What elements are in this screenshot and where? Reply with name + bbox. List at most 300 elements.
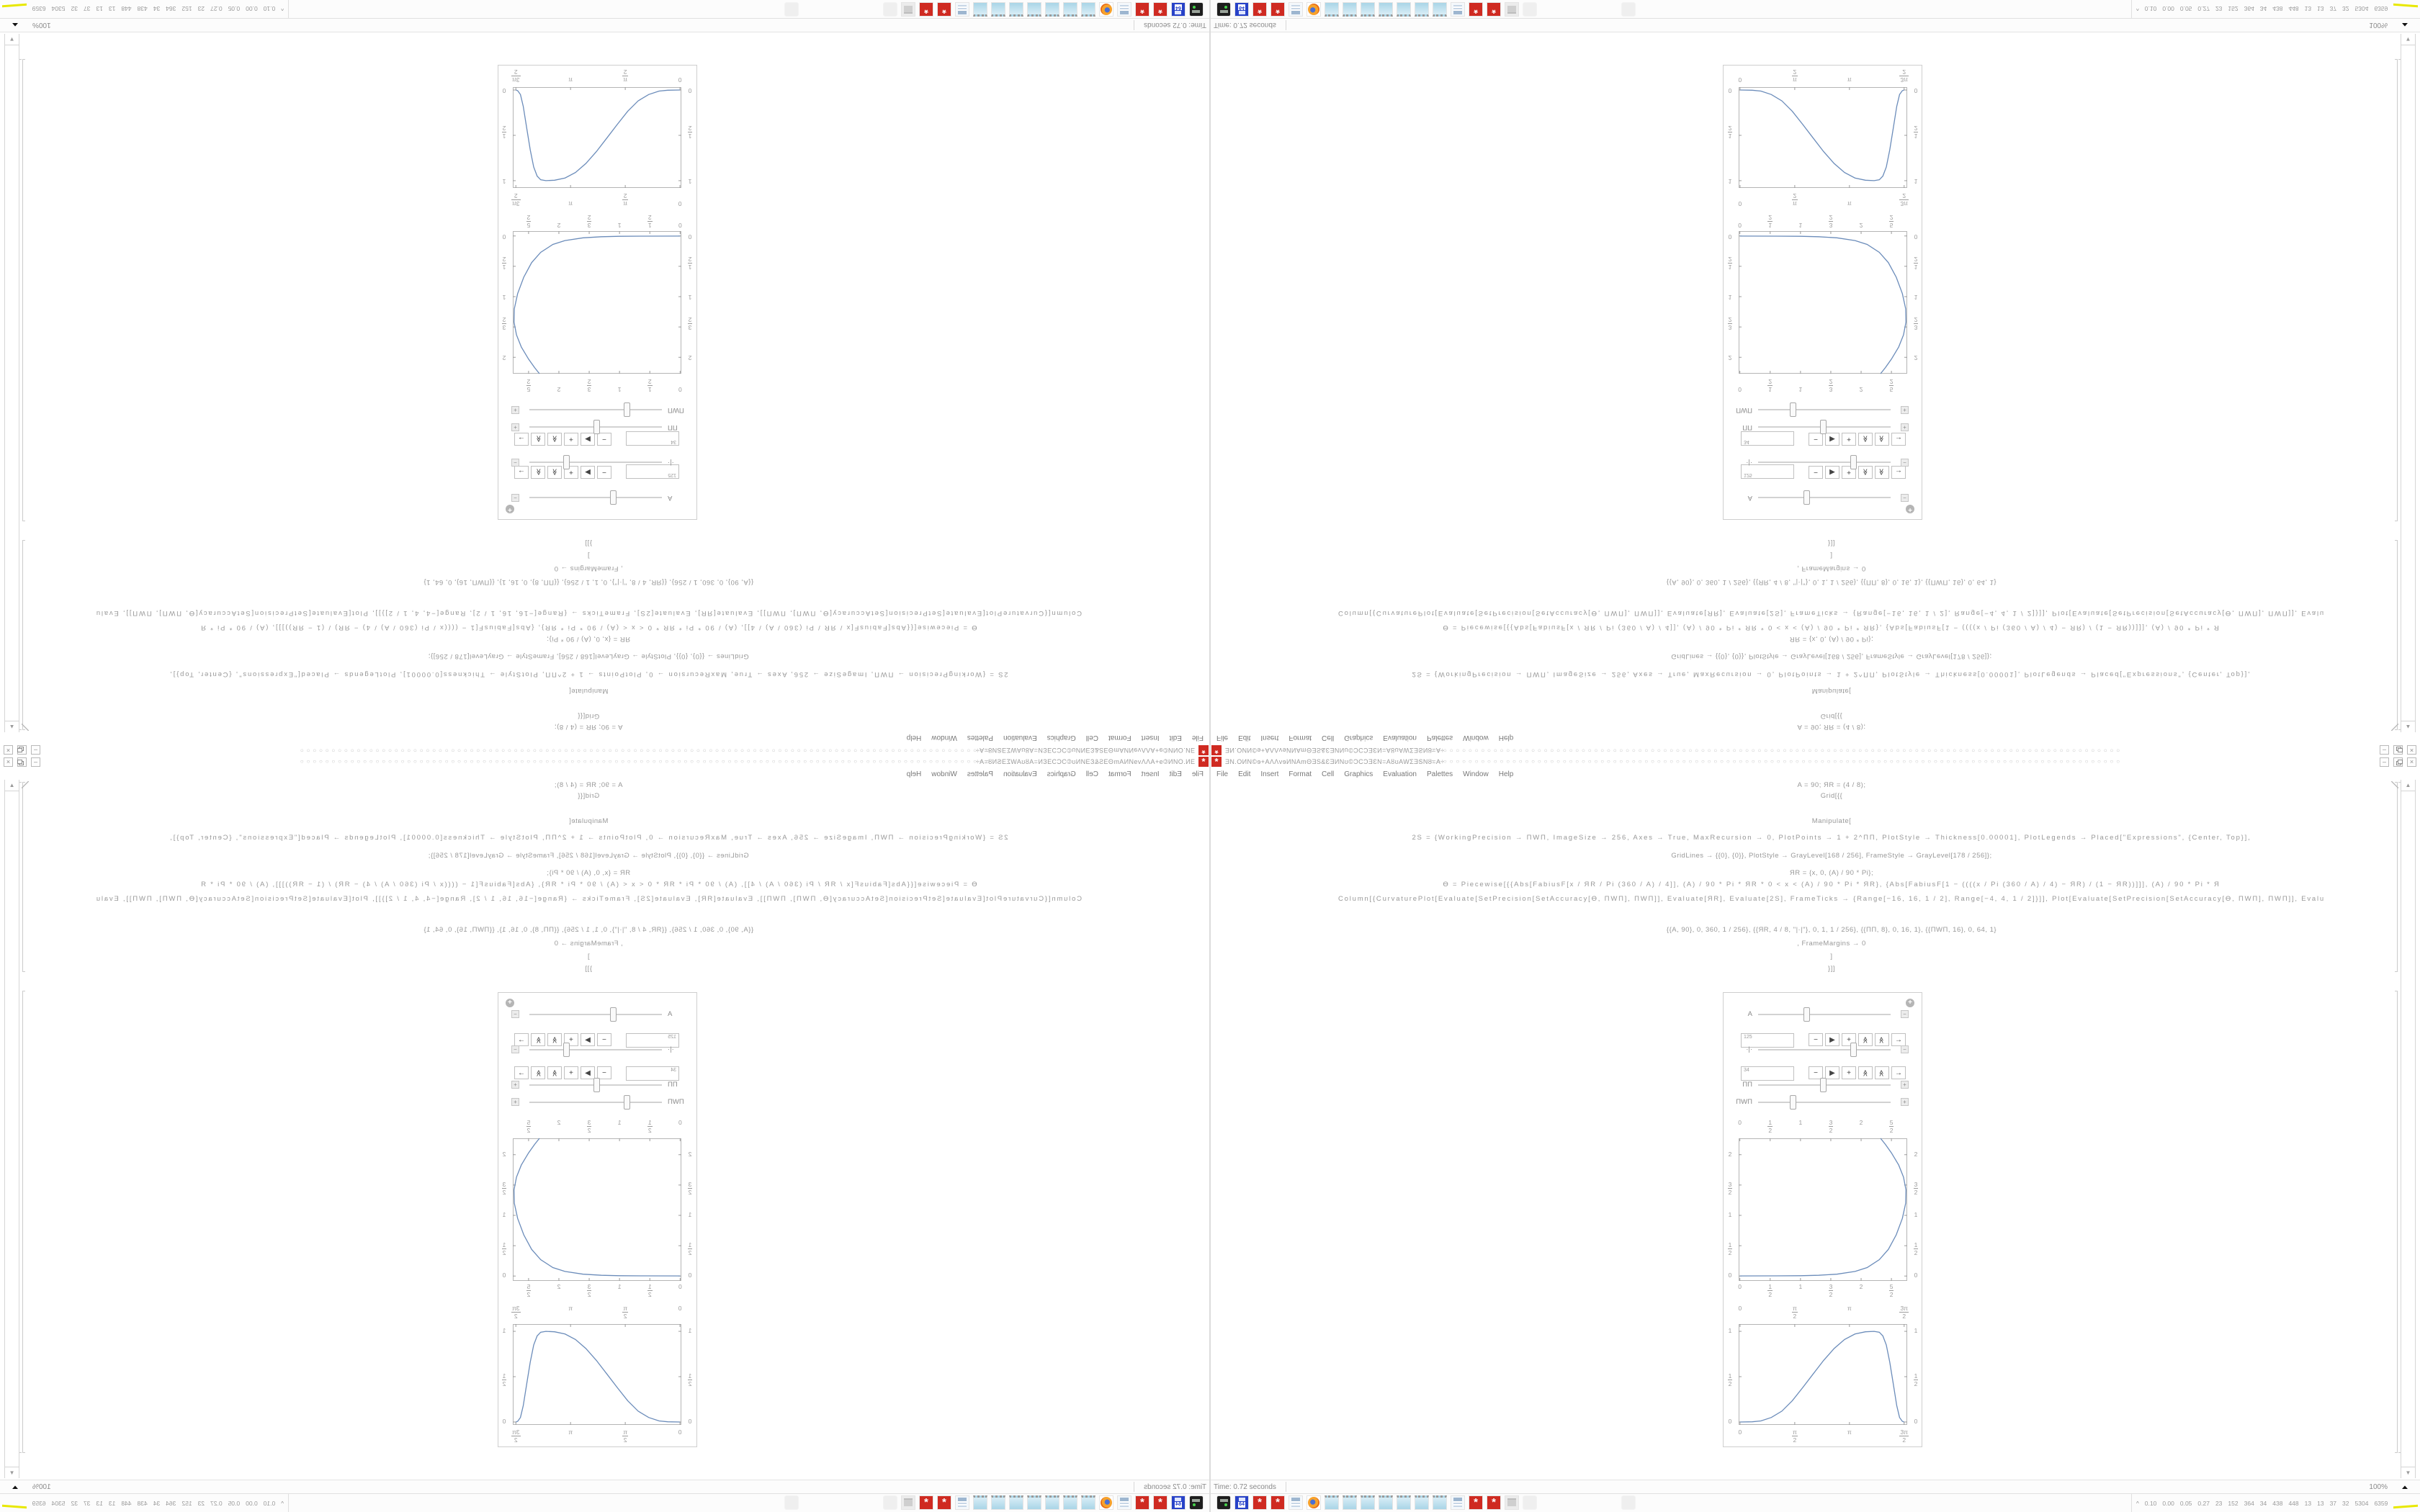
slower-button[interactable]: ≫ [531,1033,545,1046]
calculator-icon[interactable] [1289,1495,1303,1510]
faded-app-icon[interactable] [784,1495,799,1510]
screenshot-icon[interactable] [1189,1495,1204,1510]
decrement-button[interactable]: − [597,1066,611,1079]
notepad-icon[interactable] [1027,2,1041,17]
slider-thumb[interactable] [1803,1007,1810,1022]
faded-app-icon[interactable] [883,2,897,17]
direction-button[interactable]: → [514,466,529,479]
close-button[interactable]: × [4,745,13,755]
play-button[interactable]: ▶ [1825,1033,1839,1046]
value-field[interactable]: 34 [1741,431,1794,446]
code-line[interactable]: GridLines → {{0}, {0}}, PlotStyle → GrayLevel[168 / 256], FrameStyle → GrayLevel[178 / 256]}; [1671,852,1992,860]
notepad-icon[interactable] [973,1495,987,1510]
decrement-button[interactable]: − [1809,1066,1823,1079]
faded-app-icon[interactable] [1523,1495,1537,1510]
notepad-icon[interactable] [1397,1495,1411,1510]
faded-app-icon[interactable] [883,1495,897,1510]
zoom-level[interactable]: 100% [32,21,51,29]
firefox-icon[interactable] [1307,1495,1321,1510]
cell-bracket-output[interactable] [22,59,25,521]
slider-track[interactable] [529,1102,662,1103]
firefox-icon[interactable] [1099,2,1113,17]
slider-expander-button[interactable]: − [1901,494,1909,502]
slider-track[interactable] [1758,1014,1891,1015]
zoom-level[interactable]: 100% [32,1483,51,1491]
code-line[interactable]: {{A, 90}, 0, 360, 1 / 256}, {{ЯR, 4 / 8, "|·|"}, 0, 1, 1 / 256}, {{ΠΠ, 8}, 0, 16, 1}, {{ΠWΠ, 16}, 0, 64, 1} [423,926,754,934]
slider-track[interactable] [529,409,662,410]
floppy-disk-icon[interactable]: 64 [1234,1495,1249,1510]
slider-expander-button[interactable]: − [1901,1010,1909,1018]
vertical-scrollbar[interactable] [2401,34,2416,732]
menu-item-format[interactable]: Format [1289,734,1312,742]
faded-app-icon[interactable] [1621,1495,1636,1510]
slider-thumb[interactable] [563,1043,570,1057]
code-line[interactable]: , FrameMargins → 0 [554,564,623,572]
code-line[interactable]: ] [1830,552,1833,559]
restore-button[interactable] [2393,745,2403,755]
play-button[interactable]: ▶ [581,1066,595,1079]
gear-icon[interactable]: * [1153,1495,1168,1510]
minimize-button[interactable]: – [2380,745,2389,755]
code-line[interactable]: , FrameMargins → 0 [1797,940,1866,948]
slider-track[interactable] [1758,1049,1891,1050]
notepad-icon[interactable] [991,2,1005,17]
direction-button[interactable]: → [1891,1066,1906,1079]
gear-icon[interactable]: * [1252,2,1267,17]
manipulate-options-button[interactable]: + [506,505,514,513]
menu-item-window[interactable]: Window [1463,734,1489,742]
faster-button[interactable]: ≪ [1858,1066,1873,1079]
code-line[interactable]: ] [587,552,590,559]
notepad-icon[interactable] [1343,1495,1357,1510]
gear-icon[interactable]: * [1135,2,1150,17]
code-line[interactable]: Grid[{{ [577,712,600,720]
slider-thumb[interactable] [1850,455,1857,469]
slider-expander-button[interactable]: + [1901,423,1909,431]
menu-item-cell[interactable]: Cell [1322,770,1335,778]
restore-button[interactable] [2393,757,2403,767]
code-line[interactable]: A = 90; ЯR = (4 / 8); [554,781,623,789]
scroll-down-icon[interactable]: ▼ [2401,34,2415,45]
slider-track[interactable] [1758,409,1891,410]
menu-item-insert[interactable]: Insert [1141,734,1160,742]
value-field[interactable]: 125 [626,1033,679,1048]
screenshot-icon[interactable] [1216,1495,1231,1510]
screenshot-icon[interactable] [1216,2,1231,17]
gear-icon[interactable]: * [919,2,933,17]
direction-button[interactable]: → [514,1066,529,1079]
calculator-icon[interactable] [1289,2,1303,17]
increment-button[interactable]: + [1842,1033,1856,1046]
close-button[interactable]: × [2407,745,2416,755]
code-line[interactable]: Manipulate[ [1811,687,1852,695]
code-line[interactable]: A = 90; ЯR = (4 / 8); [554,723,623,731]
menu-item-graphics[interactable]: Graphics [1047,734,1076,742]
decrement-button[interactable]: − [597,433,611,446]
code-line[interactable]: , FrameMargins → 0 [554,940,623,948]
zoom-menu-icon[interactable]: ▲ [2400,1484,2410,1490]
zoom-menu-icon[interactable]: ▲ [2400,22,2410,28]
gear-icon[interactable]: * [1270,1495,1285,1510]
slider-thumb[interactable] [1820,420,1827,434]
code-line[interactable]: A = 90; ЯR = (4 / 8); [1797,781,1866,789]
value-field[interactable]: 34 [626,1066,679,1081]
notepad-icon[interactable] [1045,2,1059,17]
slider-expander-button[interactable]: + [511,1081,519,1089]
code-line[interactable]: }]] [585,539,592,547]
menu-item-window[interactable]: Window [931,734,957,742]
menu-item-evaluation[interactable]: Evaluation [1003,770,1037,778]
slider-track[interactable] [1758,1102,1891,1103]
slider-thumb[interactable] [610,1007,617,1022]
printer-icon[interactable] [901,1495,915,1510]
slider-track[interactable] [1758,497,1891,498]
code-line[interactable]: Column[{CurvaturePlot[Evaluate[SetPrecision[SetAccuracy[Ѳ, ΠWΠ], ΠWΠ]], Evaluate[ЯR], Evaluate[2S], FrameTicks → {Range[−16, 16, 1 / 2], Range[−4, 4, 1 / 2]}]], Plot[Evaluate[SetPrecision[SetAccuracy[Ѳ, ΠWΠ], ΠWΠ]], Evalu [1337,609,2325,617]
close-button[interactable]: × [4,757,13,767]
menu-item-palettes[interactable]: Palettes [967,734,993,742]
play-button[interactable]: ▶ [581,466,595,479]
notepad-icon[interactable] [1045,1495,1059,1510]
menu-item-evaluation[interactable]: Evaluation [1383,770,1417,778]
floppy-disk-icon[interactable]: 64 [1171,1495,1186,1510]
slider-expander-button[interactable]: − [511,459,519,467]
slider-expander-button[interactable]: − [1901,1045,1909,1053]
menu-item-file[interactable]: File [1216,770,1229,778]
code-line[interactable]: ЯR = {x, 0, (A) / 90 * Pi}; [546,635,631,643]
play-button[interactable]: ▶ [1825,466,1839,479]
menu-item-help[interactable]: Help [1498,770,1514,778]
menu-item-window[interactable]: Window [1463,770,1489,778]
decrement-button[interactable]: − [597,1033,611,1046]
menu-item-edit[interactable]: Edit [1169,734,1182,742]
printer-icon[interactable] [1505,1495,1519,1510]
firefox-icon[interactable] [1307,2,1321,17]
code-line[interactable]: Manipulate[ [568,687,609,695]
cell-bracket-input[interactable] [22,540,25,730]
faster-button[interactable]: ≪ [547,466,562,479]
notepad-icon[interactable] [1009,1495,1023,1510]
restore-button[interactable] [17,757,27,767]
code-line[interactable]: }]] [1828,539,1835,547]
code-line[interactable]: 2S = {WorkingPrecision → ΠWΠ, ImageSize → 256, Axes → True, MaxRecursion → 0, PlotPoints → 1 + 2^ΠΠ, PlotStyle → Thickness[0.00001], PlotLegends → Placed["Expressions", {Center, Top}], [169,834,1008,842]
menu-item-graphics[interactable]: Graphics [1047,770,1076,778]
value-field[interactable]: 125 [1741,464,1794,479]
slider-thumb[interactable] [1820,1078,1827,1092]
window-titlebar[interactable] [1211,743,2420,756]
play-button[interactable]: ▶ [581,1033,595,1046]
menu-item-format[interactable]: Format [1108,734,1131,742]
slower-button[interactable]: ≫ [1875,466,1889,479]
faded-app-icon[interactable] [1621,2,1636,17]
notepad-icon[interactable] [1027,1495,1041,1510]
code-line[interactable]: ] [1830,953,1833,960]
slider-thumb[interactable] [624,402,630,417]
gear-icon[interactable]: * [1469,2,1483,17]
slower-button[interactable]: ≫ [531,466,545,479]
slider-thumb[interactable] [610,490,617,505]
menu-item-window[interactable]: Window [931,770,957,778]
code-line[interactable]: Column[{CurvaturePlot[Evaluate[SetPrecision[SetAccuracy[Ѳ, ΠWΠ], ΠWΠ]], Evaluate[ЯR], Evaluate[2S], FrameTicks → {Range[−16, 16, 1 / 2], Range[−4, 4, 1 / 2]}]], Plot[Evaluate[SetPrecision[SetAccuracy[Ѳ, ΠWΠ], ΠWΠ]], Evalu [95,895,1083,903]
calculator-icon[interactable] [955,1495,969,1510]
manipulate-options-button[interactable]: + [1906,999,1914,1007]
increment-button[interactable]: + [564,433,578,446]
slider-track[interactable] [529,497,662,498]
slider-track[interactable] [1758,462,1891,463]
direction-button[interactable]: → [1891,466,1906,479]
zoom-level[interactable]: 100% [2369,21,2388,29]
slower-button[interactable]: ≫ [1875,1066,1889,1079]
gear-icon[interactable]: * [1469,1495,1483,1510]
slower-button[interactable]: ≫ [1875,433,1889,446]
cell-bracket-output[interactable] [2395,59,2398,521]
slider-thumb[interactable] [624,1095,630,1110]
code-line[interactable]: Manipulate[ [1811,817,1852,825]
menu-item-help[interactable]: Help [906,770,922,778]
menu-item-edit[interactable]: Edit [1238,770,1251,778]
code-line[interactable]: 2S = {WorkingPrecision → ΠWΠ, ImageSize → 256, Axes → True, MaxRecursion → 0, PlotPoints → 1 + 2^ΠΠ, PlotStyle → Thickness[0.00001], PlotLegends → Placed["Expressions", {Center, Top}], [1412,834,2251,842]
slider-thumb[interactable] [1850,1043,1857,1057]
scroll-up-icon[interactable]: ▲ [2401,780,2415,791]
menu-item-format[interactable]: Format [1289,770,1312,778]
slider-expander-button[interactable]: + [511,423,519,431]
decrement-button[interactable]: − [1809,1033,1823,1046]
slider-expander-button[interactable]: − [511,1010,519,1018]
decrement-button[interactable]: − [1809,433,1823,446]
code-line[interactable]: Manipulate[ [568,817,609,825]
scroll-down-icon[interactable]: ▼ [5,34,19,45]
minimize-button[interactable]: – [31,745,40,755]
scroll-down-icon[interactable]: ▼ [5,1467,19,1478]
zoom-menu-icon[interactable]: ▲ [10,1484,20,1490]
window-titlebar[interactable] [0,743,1209,756]
notepad-icon[interactable] [1325,1495,1339,1510]
screenshot-icon[interactable] [1189,2,1204,17]
slider-thumb[interactable] [1790,1095,1796,1110]
code-line[interactable]: , FrameMargins → 0 [1797,564,1866,572]
notepad-icon[interactable] [1325,2,1339,17]
slider-thumb[interactable] [563,455,570,469]
code-line[interactable]: Ѳ = Piecewise[{{Abs[FabiusF[x / ЯR / Pi (360 / A) / 4]], (A) / 90 * Pi * ЯR * 0 < x < (A) / 90 * Pi * ЯR}, {Abs[FabiusF[1 − ((((x / Pi (360 / A) / 4) − ЯR) / (1 − ЯR))]]], (A) / 90 * Pi * Я [200,881,977,888]
scroll-up-icon[interactable]: ▲ [2401,721,2415,732]
window-titlebar[interactable] [0,756,1209,769]
slider-track[interactable] [529,1049,662,1050]
calculator-icon[interactable] [1451,2,1465,17]
menu-item-format[interactable]: Format [1108,770,1131,778]
play-button[interactable]: ▶ [581,433,595,446]
value-field[interactable]: 125 [626,464,679,479]
code-line[interactable]: GridLines → {{0}, {0}}, PlotStyle → GrayLevel[168 / 256], FrameStyle → GrayLevel[178 / 256]}; [428,852,749,860]
gear-icon[interactable]: * [937,2,951,17]
zoom-level[interactable]: 100% [2369,1483,2388,1491]
slower-button[interactable]: ≫ [531,1066,545,1079]
menu-item-insert[interactable]: Insert [1141,770,1160,778]
notepad-icon[interactable] [973,2,987,17]
code-line[interactable]: 2S = {WorkingPrecision → ΠWΠ, ImageSize → 256, Axes → True, MaxRecursion → 0, PlotPoints → 1 + 2^ΠΠ, PlotStyle → Thickness[0.00001], PlotLegends → Placed["Expressions", {Center, Top}], [169,670,1008,678]
gear-icon[interactable]: * [1270,2,1285,17]
restore-button[interactable] [17,745,27,755]
notepad-icon[interactable] [991,1495,1005,1510]
close-button[interactable]: × [2407,757,2416,767]
code-line[interactable]: GridLines → {{0}, {0}}, PlotStyle → GrayLevel[168 / 256], FrameStyle → GrayLevel[178 / 256]}; [1671,652,1992,660]
slider-track[interactable] [529,462,662,463]
value-field[interactable]: 125 [1741,1033,1794,1048]
slider-thumb[interactable] [593,420,600,434]
gear-icon[interactable]: * [1252,1495,1267,1510]
slider-thumb[interactable] [1803,490,1810,505]
scroll-up-icon[interactable]: ▲ [5,780,19,791]
increment-button[interactable]: + [1842,1066,1856,1079]
code-line[interactable]: Column[{CurvaturePlot[Evaluate[SetPrecision[SetAccuracy[Ѳ, ΠWΠ], ΠWΠ]], Evaluate[ЯR], Evaluate[2S], FrameTicks → {Range[−16, 16, 1 / 2], Range[−4, 4, 1 / 2]}]], Plot[Evaluate[SetPrecision[SetAccuracy[Ѳ, ΠWΠ], ΠWΠ]], Evalu [95,609,1083,617]
manipulate-options-button[interactable]: + [1906,505,1914,513]
zoom-menu-icon[interactable]: ▲ [10,22,20,28]
notepad-icon[interactable] [1397,2,1411,17]
slider-track[interactable] [529,1014,662,1015]
vertical-scrollbar[interactable] [4,780,19,1478]
faster-button[interactable]: ≪ [547,433,562,446]
slider-expander-button[interactable]: − [511,1045,519,1053]
faster-button[interactable]: ≪ [1858,466,1873,479]
menu-item-file[interactable]: File [1216,734,1229,742]
play-button[interactable]: ▶ [1825,1066,1839,1079]
menu-item-cell[interactable]: Cell [1085,734,1098,742]
cell-bracket-input[interactable] [22,782,25,972]
code-line[interactable]: }]] [585,965,592,973]
code-line[interactable]: {{A, 90}, 0, 360, 1 / 256}, {{ЯR, 4 / 8, "|·|"}, 0, 1, 1 / 256}, {{ΠΠ, 8}, 0, 16, 1}, {{ΠWΠ, 16}, 0, 64, 1} [423,578,754,586]
direction-button[interactable]: → [514,433,529,446]
cell-bracket-output[interactable] [22,991,25,1453]
faster-button[interactable]: ≪ [547,1066,562,1079]
menu-item-evaluation[interactable]: Evaluation [1003,734,1037,742]
faded-app-icon[interactable] [1523,2,1537,17]
value-field[interactable]: 34 [1741,1066,1794,1081]
gear-icon[interactable]: * [1135,1495,1150,1510]
slider-expander-button[interactable]: + [511,406,519,414]
notepad-icon[interactable] [1063,2,1077,17]
gear-icon[interactable]: * [919,1495,933,1510]
code-line[interactable]: Grid[{{ [1820,792,1843,800]
printer-icon[interactable] [901,2,915,17]
slider-expander-button[interactable]: + [1901,406,1909,414]
value-field[interactable]: 34 [626,431,679,446]
menu-item-graphics[interactable]: Graphics [1344,734,1373,742]
cell-bracket-output[interactable] [2395,991,2398,1453]
increment-button[interactable]: + [564,1033,578,1046]
code-line[interactable]: Ѳ = Piecewise[{{Abs[FabiusF[x / ЯR / Pi (360 / A) / 4]], (A) / 90 * Pi * ЯR * 0 < x < (A) / 90 * Pi * ЯR}, {Abs[FabiusF[1 − ((((x / Pi (360 / A) / 4) − ЯR) / (1 − ЯR))]]], (A) / 90 * Pi * Я [1443,881,2220,888]
faster-button[interactable]: ≪ [1858,433,1873,446]
calculator-icon[interactable] [1117,1495,1131,1510]
slider-expander-button[interactable]: + [511,1098,519,1106]
notepad-icon[interactable] [1415,1495,1429,1510]
minimize-button[interactable]: – [2380,757,2389,767]
direction-button[interactable]: → [514,1033,529,1046]
code-line[interactable]: 2S = {WorkingPrecision → ΠWΠ, ImageSize → 256, Axes → True, MaxRecursion → 0, PlotPoints → 1 + 2^ΠΠ, PlotStyle → Thickness[0.00001], PlotLegends → Placed["Expressions", {Center, Top}], [1412,670,2251,678]
play-button[interactable]: ▶ [1825,433,1839,446]
code-line[interactable]: {{A, 90}, 0, 360, 1 / 256}, {{ЯR, 4 / 8, "|·|"}, 0, 1, 1 / 256}, {{ΠΠ, 8}, 0, 16, 1}, {{ΠWΠ, 16}, 0, 64, 1} [1666,926,1997,934]
notepad-icon[interactable] [1361,2,1375,17]
notepad-icon[interactable] [1343,2,1357,17]
code-line[interactable]: ЯR = {x, 0, (A) / 90 * Pi}; [1789,869,1874,877]
notepad-icon[interactable] [1063,1495,1077,1510]
menu-item-help[interactable]: Help [906,734,922,742]
notepad-icon[interactable] [1415,2,1429,17]
slider-thumb[interactable] [593,1078,600,1092]
slider-thumb[interactable] [1790,402,1796,417]
calculator-icon[interactable] [955,2,969,17]
gear-icon[interactable]: * [1487,1495,1501,1510]
menu-item-edit[interactable]: Edit [1238,734,1251,742]
faster-button[interactable]: ≪ [1858,1033,1873,1046]
slider-expander-button[interactable]: + [1901,1081,1909,1089]
firefox-icon[interactable] [1099,1495,1113,1510]
menu-item-palettes[interactable]: Palettes [1427,734,1453,742]
menu-item-insert[interactable]: Insert [1260,770,1279,778]
scroll-down-icon[interactable]: ▼ [2401,1467,2415,1478]
vertical-scrollbar[interactable] [4,34,19,732]
increment-button[interactable]: + [564,466,578,479]
notepad-icon[interactable] [1361,1495,1375,1510]
code-line[interactable]: Ѳ = Piecewise[{{Abs[FabiusF[x / ЯR / Pi (360 / A) / 4]], (A) / 90 * Pi * ЯR * 0 < x < (A) / 90 * Pi * ЯR}, {Abs[FabiusF[1 − ((((x / Pi (360 / A) / 4) − ЯR) / (1 − ЯR))]]], (A) / 90 * Pi * Я [200,624,977,631]
code-line[interactable]: A = 90; ЯR = (4 / 8); [1797,723,1866,731]
gear-icon[interactable]: * [1487,2,1501,17]
cell-bracket-input[interactable] [2395,540,2398,730]
code-line[interactable]: ЯR = {x, 0, (A) / 90 * Pi}; [546,869,631,877]
code-line[interactable]: ЯR = {x, 0, (A) / 90 * Pi}; [1789,635,1874,643]
notepad-icon[interactable] [1379,2,1393,17]
menu-item-file[interactable]: File [1191,734,1204,742]
notepad-icon[interactable] [1379,1495,1393,1510]
code-line[interactable]: Grid[{{ [1820,712,1843,720]
faded-app-icon[interactable] [784,2,799,17]
direction-button[interactable]: → [1891,1033,1906,1046]
scroll-up-icon[interactable]: ▲ [5,721,19,732]
menu-item-palettes[interactable]: Palettes [967,770,993,778]
window-titlebar[interactable] [1211,756,2420,769]
gear-icon[interactable]: * [937,1495,951,1510]
floppy-disk-icon[interactable]: 64 [1234,2,1249,17]
menu-item-cell[interactable]: Cell [1322,734,1335,742]
menu-item-edit[interactable]: Edit [1169,770,1182,778]
cell-bracket-input[interactable] [2395,782,2398,972]
code-line[interactable]: {{A, 90}, 0, 360, 1 / 256}, {{ЯR, 4 / 8, "|·|"}, 0, 1, 1 / 256}, {{ΠΠ, 8}, 0, 16, 1}, {{ΠWΠ, 16}, 0, 64, 1} [1666,578,1997,586]
direction-button[interactable]: → [1891,433,1906,446]
slower-button[interactable]: ≫ [531,433,545,446]
code-line[interactable]: }]] [1828,965,1835,973]
calculator-icon[interactable] [1117,2,1131,17]
code-line[interactable]: ] [587,953,590,960]
vertical-scrollbar[interactable] [2401,780,2416,1478]
menu-item-help[interactable]: Help [1498,734,1514,742]
increment-button[interactable]: + [1842,433,1856,446]
menu-item-palettes[interactable]: Palettes [1427,770,1453,778]
menu-item-file[interactable]: File [1191,770,1204,778]
notepad-icon[interactable] [1081,1495,1095,1510]
printer-icon[interactable] [1505,2,1519,17]
slider-expander-button[interactable]: + [1901,1098,1909,1106]
increment-button[interactable]: + [564,1066,578,1079]
code-line[interactable]: Column[{CurvaturePlot[Evaluate[SetPrecision[SetAccuracy[Ѳ, ΠWΠ], ΠWΠ]], Evaluate[ЯR], Evaluate[2S], FrameTicks → {Range[−16, 16, 1 / 2], Range[−4, 4, 1 / 2]}]], Plot[Evaluate[SetPrecision[SetAccuracy[Ѳ, ΠWΠ], ΠWΠ]], Evalu [1337,895,2325,903]
minimize-button[interactable]: – [31,757,40,767]
decrement-button[interactable]: − [1809,466,1823,479]
notepad-icon[interactable] [1433,1495,1447,1510]
manipulate-options-button[interactable]: + [506,999,514,1007]
decrement-button[interactable]: − [597,466,611,479]
code-line[interactable]: Grid[{{ [577,792,600,800]
slider-expander-button[interactable]: − [511,494,519,502]
menu-item-graphics[interactable]: Graphics [1344,770,1373,778]
faster-button[interactable]: ≪ [547,1033,562,1046]
slower-button[interactable]: ≫ [1875,1033,1889,1046]
notepad-icon[interactable] [1081,2,1095,17]
